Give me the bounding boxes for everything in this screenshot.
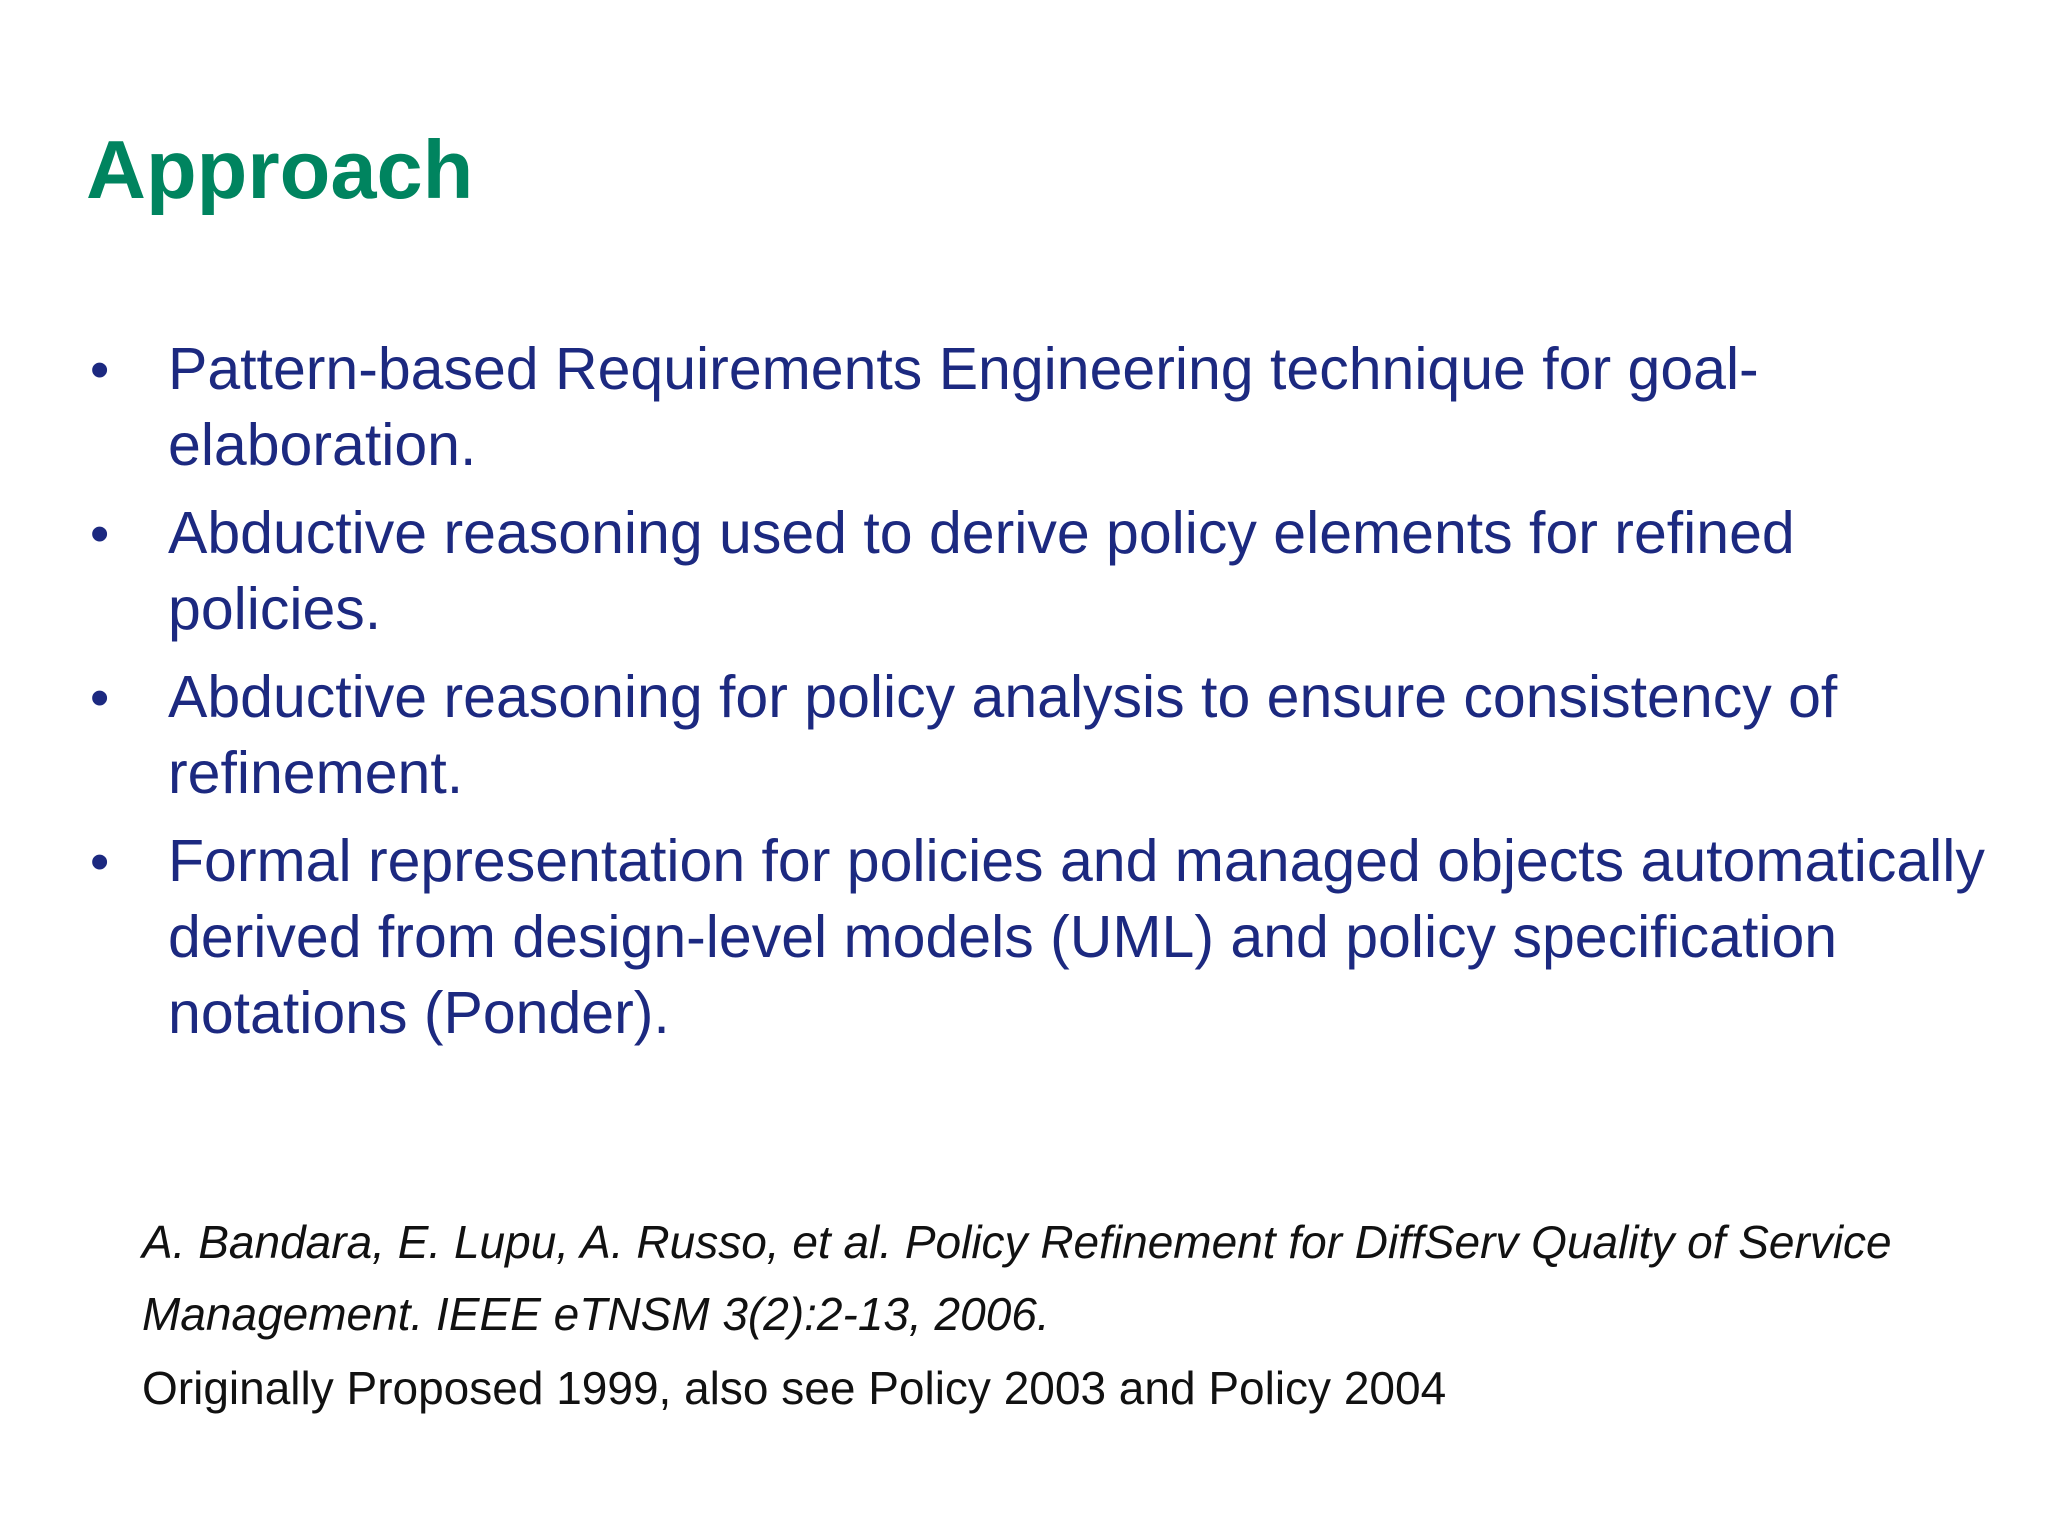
- bullet-icon: •: [90, 502, 110, 564]
- bullet-item: [86, 659, 2006, 811]
- reference-citation: A. Bandara, E. Lupu, A. Russo, et al. Policy Refinement for DiffServ Quality of Service Management. IEEE eTNSM 3(2):2-13, 2006.: [142, 1216, 1892, 1340]
- bullet-item: [86, 495, 2006, 647]
- bullet-text: Abductive reasoning used to derive policy elements for refined policies.: [168, 500, 1795, 642]
- origin-note: Originally Proposed 1999, also see Policy 2003 and Policy 2004: [142, 1362, 1447, 1414]
- bullet-icon: •: [90, 338, 110, 400]
- bullet-text: Formal representation for policies and managed objects automatically derived from design-level models (UML) and policy specification notations (Ponder).: [168, 828, 1985, 1046]
- bullet-item: [86, 823, 2006, 1051]
- bullet-icon: •: [90, 830, 110, 892]
- bullet-item: [86, 331, 2006, 483]
- bullet-list: [86, 331, 2006, 1063]
- bullet-text: Pattern-based Requirements Engineering technique for goal-elaboration.: [168, 336, 1759, 478]
- bullet-icon: •: [90, 666, 110, 728]
- bullet-text: Abductive reasoning for policy analysis to ensure consistency of refinement.: [168, 664, 1838, 806]
- slide-title: Approach: [86, 123, 474, 216]
